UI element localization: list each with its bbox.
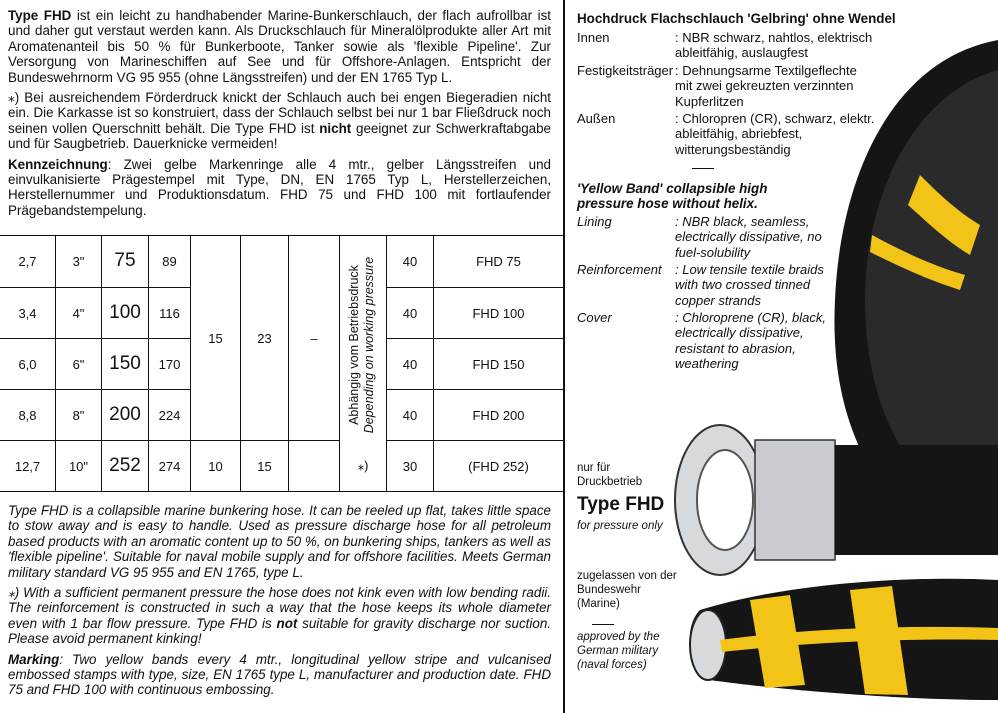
pressure-only-en: for pressure only	[577, 520, 663, 532]
rot-en: Depending on working pressure	[362, 256, 376, 434]
spec-en-key: Reinforcement	[577, 262, 662, 277]
spec-en-key: Lining	[577, 214, 612, 229]
spec-de-value: : Chloropren (CR), schwarz, elektr. ableitfähig, abriebfest, witterungsbeständig	[675, 111, 875, 157]
merged-col7: –	[310, 330, 318, 346]
approved-de: zugelassen von der Bundeswehr (Marine)	[577, 570, 677, 610]
spec-de-value: : Dehnungsarme Textilgeflechte mit zwei gekreuzten verzinnten Kupferlitzen	[675, 63, 857, 109]
table-cell-c1: 12,7	[14, 458, 41, 474]
spec-en-value: : Chloroprene (CR), black, electrically dissipative, resistant to abrasion, weathering	[675, 310, 826, 372]
table-cell-c9: FHD 100	[472, 305, 525, 321]
pressure-note	[339, 240, 385, 450]
table-cell-c2: 4"	[72, 305, 85, 321]
table-cell-c9: FHD 150	[472, 356, 525, 372]
table-cell-c4: 116	[159, 305, 180, 321]
last-col6: 15	[257, 458, 272, 474]
last-col7-note: ⁎)	[357, 458, 369, 473]
spec-de-value: : NBR schwarz, nahtlos, elektrisch ableitfähig, auslaugfest	[675, 30, 873, 61]
spec-separator	[692, 168, 714, 169]
merged-col6: 23	[257, 330, 272, 346]
table-cell-c4: 89	[162, 253, 177, 269]
merged-col5: 15	[208, 330, 223, 346]
table-cell-c2: 10"	[68, 458, 89, 474]
last-col5: 10	[208, 458, 223, 474]
table-cell-c3: 100	[109, 302, 141, 323]
spec-en-value: : NBR black, seamless, electrically dissipative, no fuel-solubility	[675, 214, 822, 260]
table-cell-c9: (FHD 252)	[468, 458, 529, 474]
table-cell-c3: 252	[109, 455, 141, 476]
de-paragraph-2a: ⁎) Bei ausreichendem Förderdruck knickt der Schlauch auch bei engen Biegeradien nicht ein. Die Karkasse ist so konstruiert, dass der Schlauch selbst bei nur 1 bar Fließdruck noch seinen vollen Querschnitt behält. Die Type FHD ist	[8, 90, 551, 136]
table-cell-c8: 30	[402, 458, 418, 474]
coupling-body	[755, 440, 835, 560]
table-cell-c3: 150	[109, 353, 141, 374]
table-cell-c1: 6,0	[18, 356, 37, 372]
german-description	[8, 8, 551, 223]
flat-hose-end	[690, 610, 726, 680]
table-cell-c8: 40	[402, 356, 418, 372]
badge-type: Type FHD	[577, 494, 665, 515]
spec-de-key: Außen	[577, 111, 616, 126]
spec-de-title: Hochdruck Flachschlauch 'Gelbring' ohne Wendel	[577, 11, 896, 26]
rot-de: Abhängig vom Betriebsdruck	[347, 265, 361, 425]
hose-pipe	[835, 445, 998, 555]
table-cell-c4: 274	[158, 458, 181, 474]
table-cell-c1: 3,4	[18, 305, 37, 321]
spec-en-key: Cover	[577, 310, 612, 325]
en-paragraph-1: Type FHD is a collapsible marine bunkering hose. It can be reeled up flat, takes little space to stow away and is easy to handle. Used as pressure discharge hose for all petroleum based products with an aromatic content up to 50 %, on bunkering ships, tankers as well as 'flexible pipeline'. Suitable for naval mobile supply and for offshore facilities. Meets German military standard VG 95 955 and EN 1765, type L.	[8, 503, 551, 580]
table-cell-c1: 8,8	[18, 407, 37, 423]
english-description	[8, 503, 551, 703]
de-paragraph-2b: geeignet zur Schwerkraftabgabe und für Saugbetrieb. Dauerknicke vermeiden!	[8, 120, 551, 152]
en-marking-text: : Two yellow bands every 4 mtr., longitudinal yellow stripe and vulcanised embossed stamps with type, size, EN 1765 type L, manufacturer and production date. FHD 75 and FHD 100 with continuous embossing.	[8, 651, 551, 698]
coupling-bore	[697, 450, 753, 550]
table-bottom-border	[0, 491, 563, 492]
de-marking-text: : Zwei gelbe Markenringe alle 4 mtr., gelber Längsstreifen und einvulkanisierte Prägestempel mit Type, DN, EN 1765 Typ L, Herstellerzeichen, Herstellernummer und Produktionsdatum. FHD 75 und FHD 100 mit fortlaufender Prägebandstempelung.	[8, 156, 551, 218]
table-cell-c2: 8"	[72, 407, 85, 423]
de-not: nicht	[319, 120, 352, 136]
table-cell-c8: 40	[402, 407, 418, 423]
column-divider	[563, 0, 565, 713]
table-cell-c2: 6"	[72, 356, 85, 372]
en-marking-label: Marking	[8, 651, 60, 667]
spec-en-value: : Low tensile textile braids with two crossed tinned copper strands	[675, 262, 824, 308]
de-marking-label: Kennzeichnung	[8, 156, 108, 172]
table-cell-c3: 200	[109, 404, 141, 425]
approved-en: approved by the German military (naval forces)	[577, 631, 660, 671]
table-cell-c9: FHD 75	[476, 253, 521, 269]
table-cell-c1: 2,7	[18, 253, 37, 269]
spec-de-key: Innen	[577, 30, 610, 45]
type-name: Type FHD	[8, 8, 72, 23]
badge-separator	[592, 624, 614, 625]
spec-en-title: 'Yellow Band' collapsible high pressure hose without helix.	[577, 181, 768, 212]
table-cell-c8: 40	[402, 253, 418, 269]
de-paragraph-1: ist ein leicht zu handhabender Marine-Bunkerschlauch, der flach aufrollbar ist und daher gut verstaut werden kann. Als Druckschlauch für Mineralölprodukte aller Art mit Aromatenanteil bis 50 % für Bunkerboote, Tanker sowie als 'flexible Pipeline'. Zur Versorgung von Marineschiffen auf See und für Offshore-Anlagen. Entspricht der Bundeswehrnorm VG 95 955 (ohne Längsstreifen) und der EN 1765 Typ L.	[8, 8, 551, 85]
table-cell-c3: 75	[114, 250, 136, 271]
spec-de-key: Festigkeitsträger	[577, 63, 674, 78]
en-paragraph-2b: suitable for gravity discharge nor suction. Please avoid permanent kinking!	[8, 615, 551, 647]
table-cell-c4: 224	[158, 407, 181, 423]
pressure-only-de: nur für Druckbetrieb	[577, 462, 643, 488]
en-not: not	[276, 615, 298, 631]
en-paragraph-2a: ⁎) With a sufficient permanent pressure the hose does not kink even with low bending radii. The reinforcement is constructed in such a way that the hose keeps its whole diameter even with 1 bar flow pressure. Type FHD is	[8, 585, 551, 631]
table-cell-c2: 3"	[72, 253, 85, 269]
table-cell-c4: 170	[158, 356, 181, 372]
table-cell-c8: 40	[402, 305, 418, 321]
table-cell-c9: FHD 200	[472, 407, 525, 423]
